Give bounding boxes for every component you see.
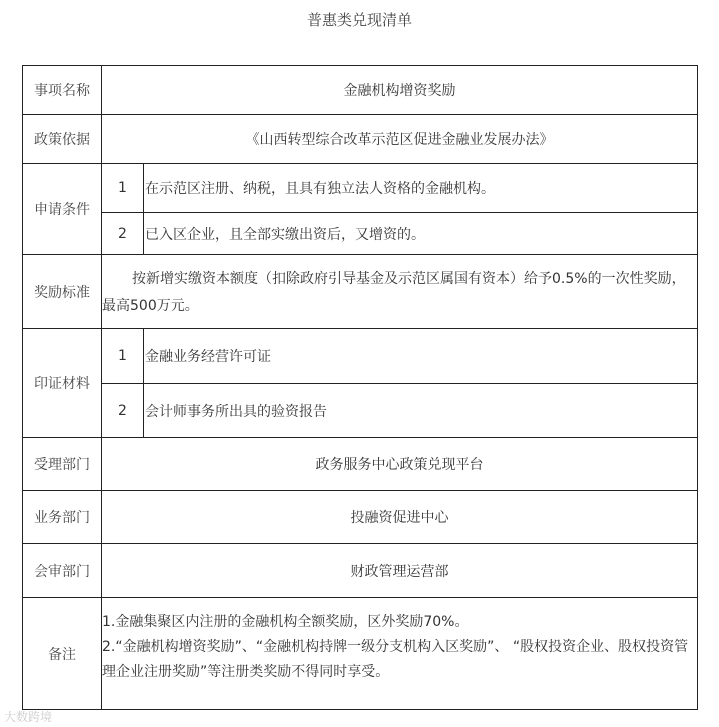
condition-text: 已入区企业，且全部实缴出资后，又增资的。 [143, 212, 698, 255]
value-reward-standard: 按新增实缴资本额度（扣除政府引导基金及示范区属国有资本）给予0.5%的一次性奖励，最高500万元。 [101, 254, 698, 329]
label-remarks: 备注 [22, 597, 102, 710]
value-remarks [101, 597, 698, 710]
label-materials: 印证材料 [22, 328, 102, 438]
label-review-dept: 会审部门 [22, 543, 102, 598]
value-review-dept: 财政管理运营部 [101, 543, 698, 598]
value-policy-basis: 《山西转型综合改革示范区促进金融业发展办法》 [101, 114, 698, 164]
value-accepting-dept: 政务服务中心政策兑现平台 [101, 437, 698, 491]
page-title: 普惠类兑现清单 [306, 11, 412, 29]
material-text: 会计师事务所出具的验资报告 [143, 383, 698, 438]
remark-line: 1.金融集聚区内注册的金融机构全额奖励，区外奖励70%。 [102, 614, 469, 630]
value-business-dept: 投融资促进中心 [101, 490, 698, 544]
label-business-dept: 业务部门 [22, 490, 102, 544]
label-item-name: 事项名称 [22, 65, 102, 115]
material-text: 金融业务经营许可证 [143, 328, 698, 384]
condition-number: 2 [101, 212, 144, 255]
value-item-name: 金融机构增资奖励 [101, 65, 698, 115]
material-number: 1 [101, 328, 144, 384]
remark-line: 2.“金融机构增资奖励”、“金融机构持牌一级分支机构入区奖励”、 “股权投资企业、股权投资管理企业注册奖励”等注册类奖励不得同时享受。 [102, 639, 689, 680]
label-policy-basis: 政策依据 [22, 114, 102, 164]
material-number: 2 [101, 383, 144, 438]
label-reward-standard: 奖励标准 [22, 254, 102, 329]
condition-text: 在示范区注册、纳税，且具有独立法人资格的金融机构。 [143, 163, 698, 213]
label-conditions: 申请条件 [22, 163, 102, 255]
watermark-logo: 大数跨境 [4, 710, 53, 724]
condition-number: 1 [101, 163, 144, 213]
label-accepting-dept: 受理部门 [22, 437, 102, 491]
